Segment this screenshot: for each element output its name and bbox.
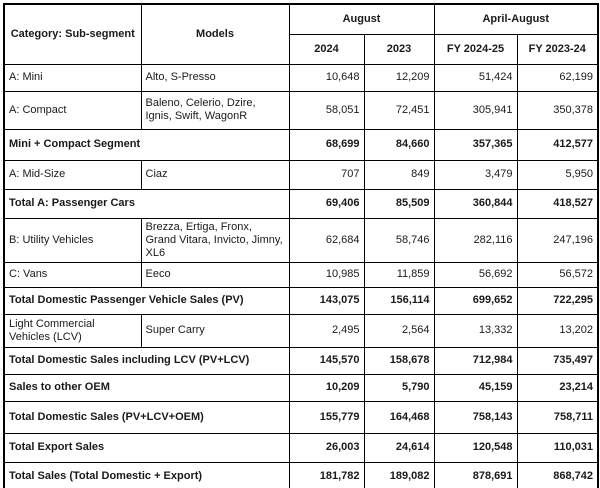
vehicle-sales-table (3, 3, 599, 488)
row-value: 51,424 (434, 64, 517, 91)
row-value: 85,509 (364, 189, 434, 218)
row-category-label: Total Domestic Sales including LCV (PV+LCV) (4, 347, 289, 374)
table-row (4, 91, 598, 129)
row-value: 357,365 (434, 129, 517, 160)
row-value: 10,209 (289, 374, 364, 401)
row-value: 247,196 (517, 218, 598, 262)
column-header-fy2023-24: FY 2023-24 (517, 34, 598, 64)
row-value: 26,003 (289, 433, 364, 462)
row-value: 143,075 (289, 287, 364, 314)
row-category-label: Sales to other OEM (4, 374, 289, 401)
row-models: Baleno, Celerio, Dzire, Ignis, Swift, WagonR (141, 91, 289, 129)
row-value: 13,202 (517, 314, 598, 347)
row-value: 10,985 (289, 262, 364, 287)
row-value: 849 (364, 160, 434, 189)
row-category-label: A: Mid-Size (4, 160, 141, 189)
row-value: 758,711 (517, 401, 598, 433)
april-august-group-header: April-August (434, 4, 598, 34)
row-value: 305,941 (434, 91, 517, 129)
august-group-header: August (289, 4, 434, 34)
row-category-label: Total A: Passenger Cars (4, 189, 289, 218)
row-value: 707 (289, 160, 364, 189)
row-category-label: Total Domestic Sales (PV+LCV+OEM) (4, 401, 289, 433)
row-value: 758,143 (434, 401, 517, 433)
row-value: 164,468 (364, 401, 434, 433)
row-category-label: Light Commercial Vehicles (LCV) (4, 314, 141, 347)
category-column-header: Category: Sub-segment (4, 4, 141, 64)
row-value: 868,742 (517, 462, 598, 488)
table-row (4, 374, 598, 401)
row-value: 56,692 (434, 262, 517, 287)
row-value: 23,214 (517, 374, 598, 401)
row-value: 699,652 (434, 287, 517, 314)
table-body (4, 64, 598, 488)
row-value: 2,564 (364, 314, 434, 347)
column-header-2024: 2024 (289, 34, 364, 64)
table-header (4, 4, 598, 64)
row-value: 5,790 (364, 374, 434, 401)
row-category-label: Total Export Sales (4, 433, 289, 462)
row-value: 722,295 (517, 287, 598, 314)
row-value: 120,548 (434, 433, 517, 462)
row-value: 5,950 (517, 160, 598, 189)
row-category-label: A: Compact (4, 91, 141, 129)
row-value: 158,678 (364, 347, 434, 374)
header-row-groups (4, 4, 598, 34)
table-row (4, 287, 598, 314)
row-value: 878,691 (434, 462, 517, 488)
table-row (4, 262, 598, 287)
table-row (4, 314, 598, 347)
row-value: 58,746 (364, 218, 434, 262)
row-models: Super Carry (141, 314, 289, 347)
row-value: 13,332 (434, 314, 517, 347)
row-value: 56,572 (517, 262, 598, 287)
row-value: 62,199 (517, 64, 598, 91)
row-value: 10,648 (289, 64, 364, 91)
models-column-header: Models (141, 4, 289, 64)
row-models: Ciaz (141, 160, 289, 189)
column-header-2023: 2023 (364, 34, 434, 64)
row-value: 72,451 (364, 91, 434, 129)
table-row (4, 64, 598, 91)
row-value: 45,159 (434, 374, 517, 401)
row-category-label: Total Domestic Passenger Vehicle Sales (PV) (4, 287, 289, 314)
row-category-label: C: Vans (4, 262, 141, 287)
row-category-label: B: Utility Vehicles (4, 218, 141, 262)
row-value: 68,699 (289, 129, 364, 160)
table-row (4, 129, 598, 160)
row-value: 418,527 (517, 189, 598, 218)
row-value: 62,684 (289, 218, 364, 262)
row-value: 110,031 (517, 433, 598, 462)
table-row (4, 401, 598, 433)
row-value: 181,782 (289, 462, 364, 488)
row-value: 69,406 (289, 189, 364, 218)
table-row (4, 160, 598, 189)
row-value: 12,209 (364, 64, 434, 91)
row-value: 58,051 (289, 91, 364, 129)
row-value: 712,984 (434, 347, 517, 374)
row-models: Brezza, Ertiga, Fronx, Grand Vitara, Invicto, Jimny, XL6 (141, 218, 289, 262)
row-category-label: Mini + Compact Segment (4, 129, 289, 160)
row-models: Alto, S-Presso (141, 64, 289, 91)
row-category-label: A: Mini (4, 64, 141, 91)
row-value: 156,114 (364, 287, 434, 314)
row-value: 3,479 (434, 160, 517, 189)
row-value: 350,378 (517, 91, 598, 129)
table-row (4, 218, 598, 262)
row-value: 24,614 (364, 433, 434, 462)
table-row (4, 347, 598, 374)
row-value: 84,660 (364, 129, 434, 160)
row-value: 145,570 (289, 347, 364, 374)
row-value: 282,116 (434, 218, 517, 262)
row-value: 412,577 (517, 129, 598, 160)
table-row (4, 433, 598, 462)
row-category-label: Total Sales (Total Domestic + Export) (4, 462, 289, 488)
row-value: 11,859 (364, 262, 434, 287)
row-value: 2,495 (289, 314, 364, 347)
row-models: Eeco (141, 262, 289, 287)
row-value: 189,082 (364, 462, 434, 488)
row-value: 155,779 (289, 401, 364, 433)
row-value: 360,844 (434, 189, 517, 218)
column-header-fy2024-25: FY 2024-25 (434, 34, 517, 64)
row-value: 735,497 (517, 347, 598, 374)
table-row (4, 462, 598, 488)
table-row (4, 189, 598, 218)
